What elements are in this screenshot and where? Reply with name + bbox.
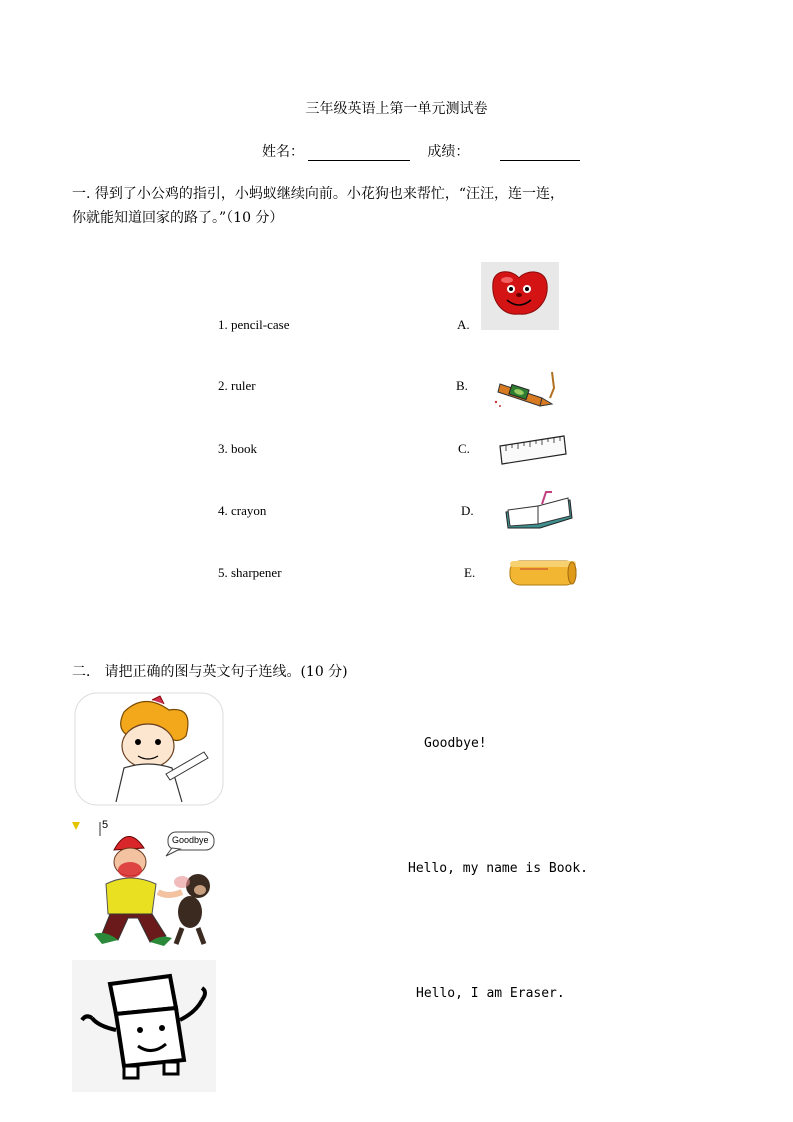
name-blank[interactable]	[308, 144, 410, 161]
item-sharpener: 5. sharpener	[218, 565, 282, 580]
sentence-goodbye: Goodbye!	[424, 736, 487, 751]
score-blank[interactable]	[500, 144, 580, 161]
picture2-speech-bubble: Goodbye	[172, 835, 209, 845]
item-pencil-case: 1. pencil-case	[218, 317, 290, 332]
option-d: D.	[461, 503, 474, 518]
item-crayon: 4. crayon	[218, 503, 267, 518]
name-score-bar	[262, 141, 580, 161]
picture2-number: 5	[102, 819, 109, 831]
crayon-image	[494, 368, 560, 412]
book-image	[502, 490, 574, 532]
option-c: C.	[458, 441, 470, 456]
goodbye-picture	[72, 819, 227, 948]
page-title: 三年级英语上第一单元测试卷	[305, 101, 488, 117]
section2-instruction: 二． 请把正确的图与英文句子连线。(10 分)	[72, 664, 348, 680]
item-book: 3. book	[218, 441, 257, 456]
section1-instruction: 一. 得到了小公鸡的指引，小蚂蚁继续向前。小花狗也来帮忙，“汪汪，连一连， 你就能知道回家的路了。”（10 分）	[72, 186, 565, 226]
sentence-book: Hello, my name is Book.	[408, 861, 589, 876]
sentence-eraser: Hello, I am Eraser.	[416, 986, 565, 1001]
item-ruler: 2. ruler	[218, 378, 256, 393]
ruler-image	[496, 430, 570, 470]
score-label: 成绩：	[427, 144, 470, 160]
pencil-case-image	[508, 555, 578, 589]
eraser-character-picture	[72, 960, 216, 1092]
option-a: A.	[457, 317, 470, 332]
girl-picture	[74, 692, 224, 806]
option-b: B.	[456, 378, 468, 393]
eraser-image	[481, 262, 559, 330]
name-label: 姓名：	[262, 144, 304, 160]
option-e: E.	[464, 565, 476, 580]
